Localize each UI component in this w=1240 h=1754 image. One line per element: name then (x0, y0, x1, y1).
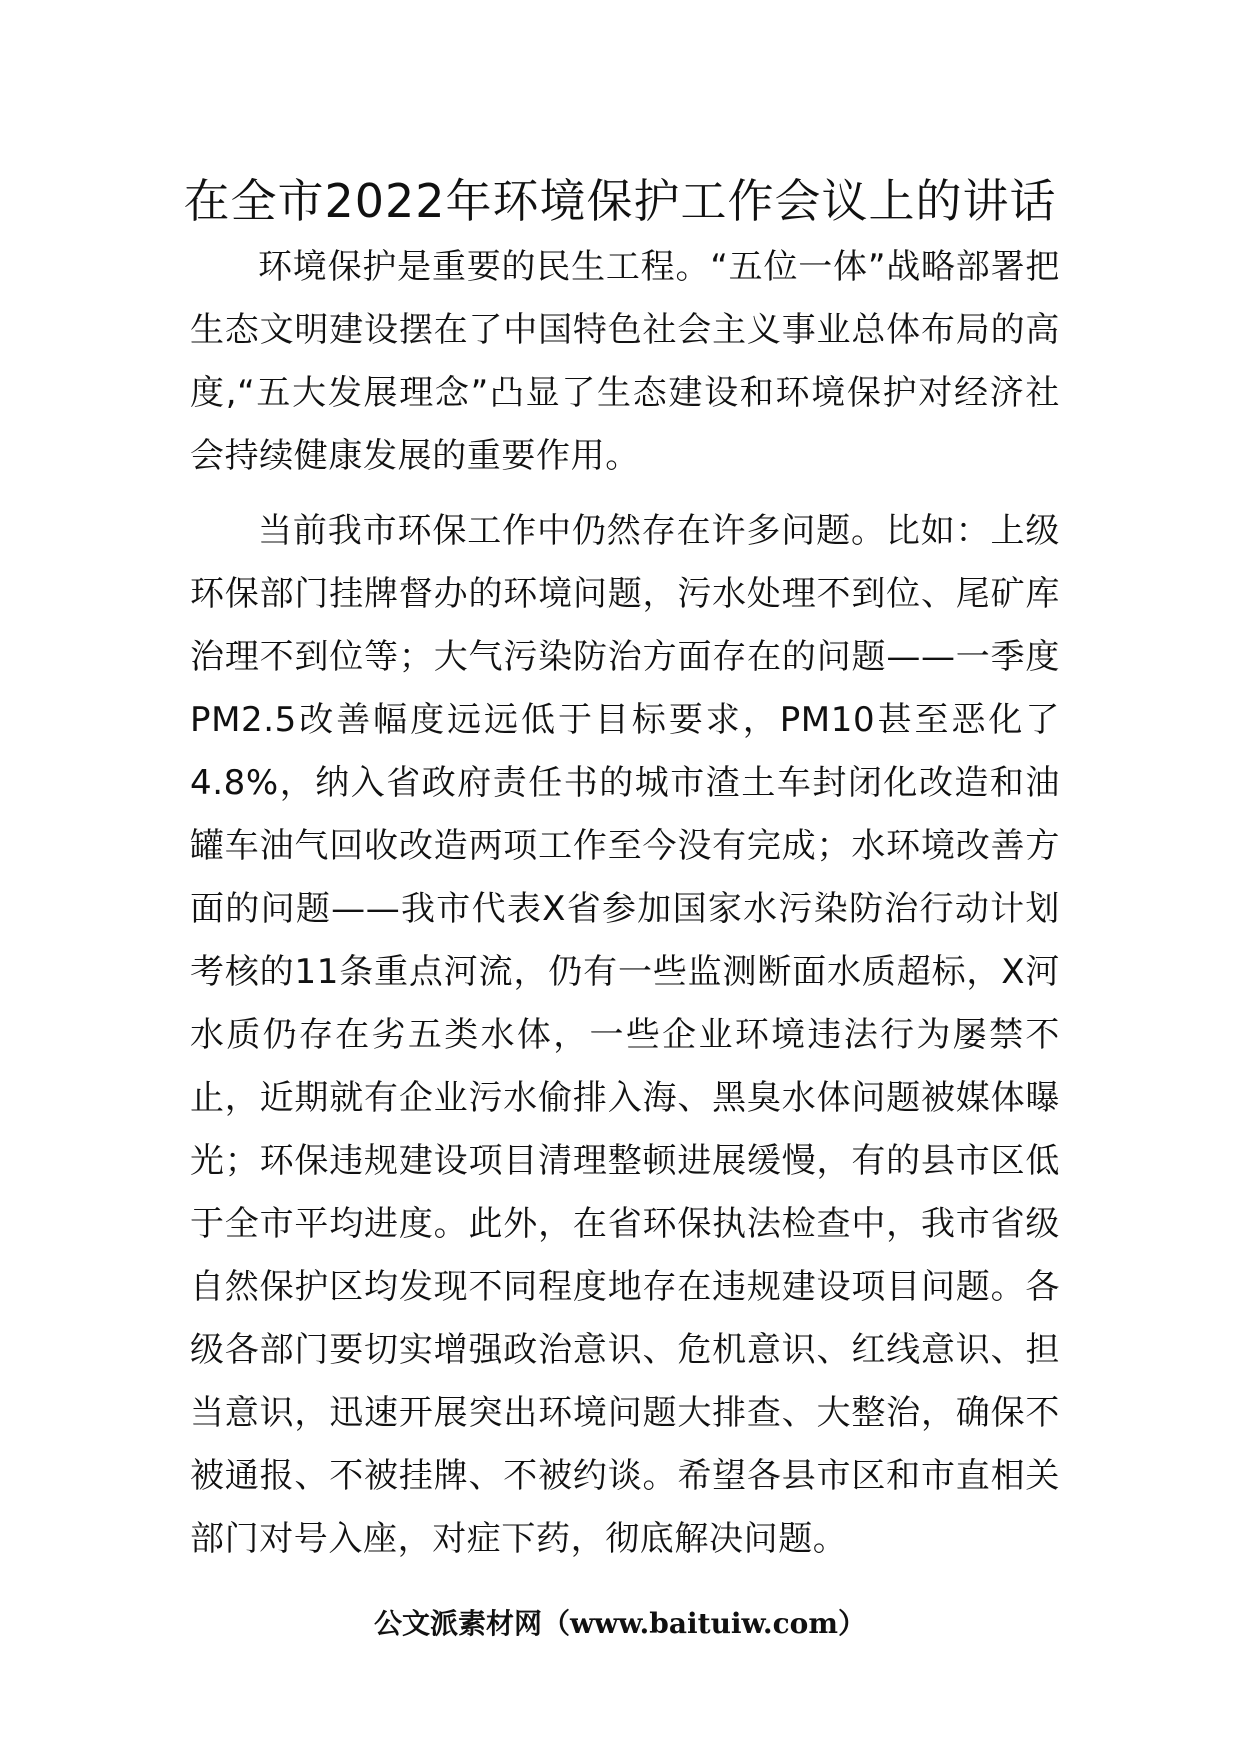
document-title: 在全市2022年环境保护工作会议上的讲话 (183, 174, 1057, 228)
footer-watermark: 公文派素材网（www.baituiw.com） (374, 1607, 866, 1640)
paragraph-intro: 环境保护是重要的民生工程。“五位一体”战略部署把生态文明建设摆在了中国特色社会主义事业总体布局的高度,“五大发展理念”凸显了生态建设和环境保护对经济社会持续健康发展的重要作用。 (190, 247, 1060, 476)
paragraph-problems: 当前我市环保工作中仍然存在许多问题。比如：上级环保部门挂牌督办的环境问题，污水处理不到位、尾矿库治理不到位等；大气污染防治方面存在的问题——一季度PM2.5改善幅度远远低于目标要求，PM10甚至恶化了4.8%，纳入省政府责任书的城市渣土车封闭化改造和油罐车油气回收改造两项工作至今没有完成；水环境改善方面的问题——我市代表X省参加国家水污染防治行动计划考核的11条重点河流，仍有一些监测断面水质超标，X河水质仍存在劣五类水体，一些企业环境违法行为屡禁不止，近期就有企业污水偷排入海、黑臭水体问题被媒体曝光；环保违规建设项目清理整顿进展缓慢，有的县市区低于全市平均进度。此外，在省环保执法检查中，我市省级自然保护区均发现不同程度地存在违规建设项目问题。各级各部门要切实增强政治意识、危机意识、红线意识、担当意识，迅速开展突出环境问题大排查、大整治，确保不被通报、不被挂牌、不被约谈。希望各县市区和市直相关部门对号入座，对症下药，彻底解决问题。 (190, 511, 1060, 1559)
document-body (190, 236, 1060, 1571)
